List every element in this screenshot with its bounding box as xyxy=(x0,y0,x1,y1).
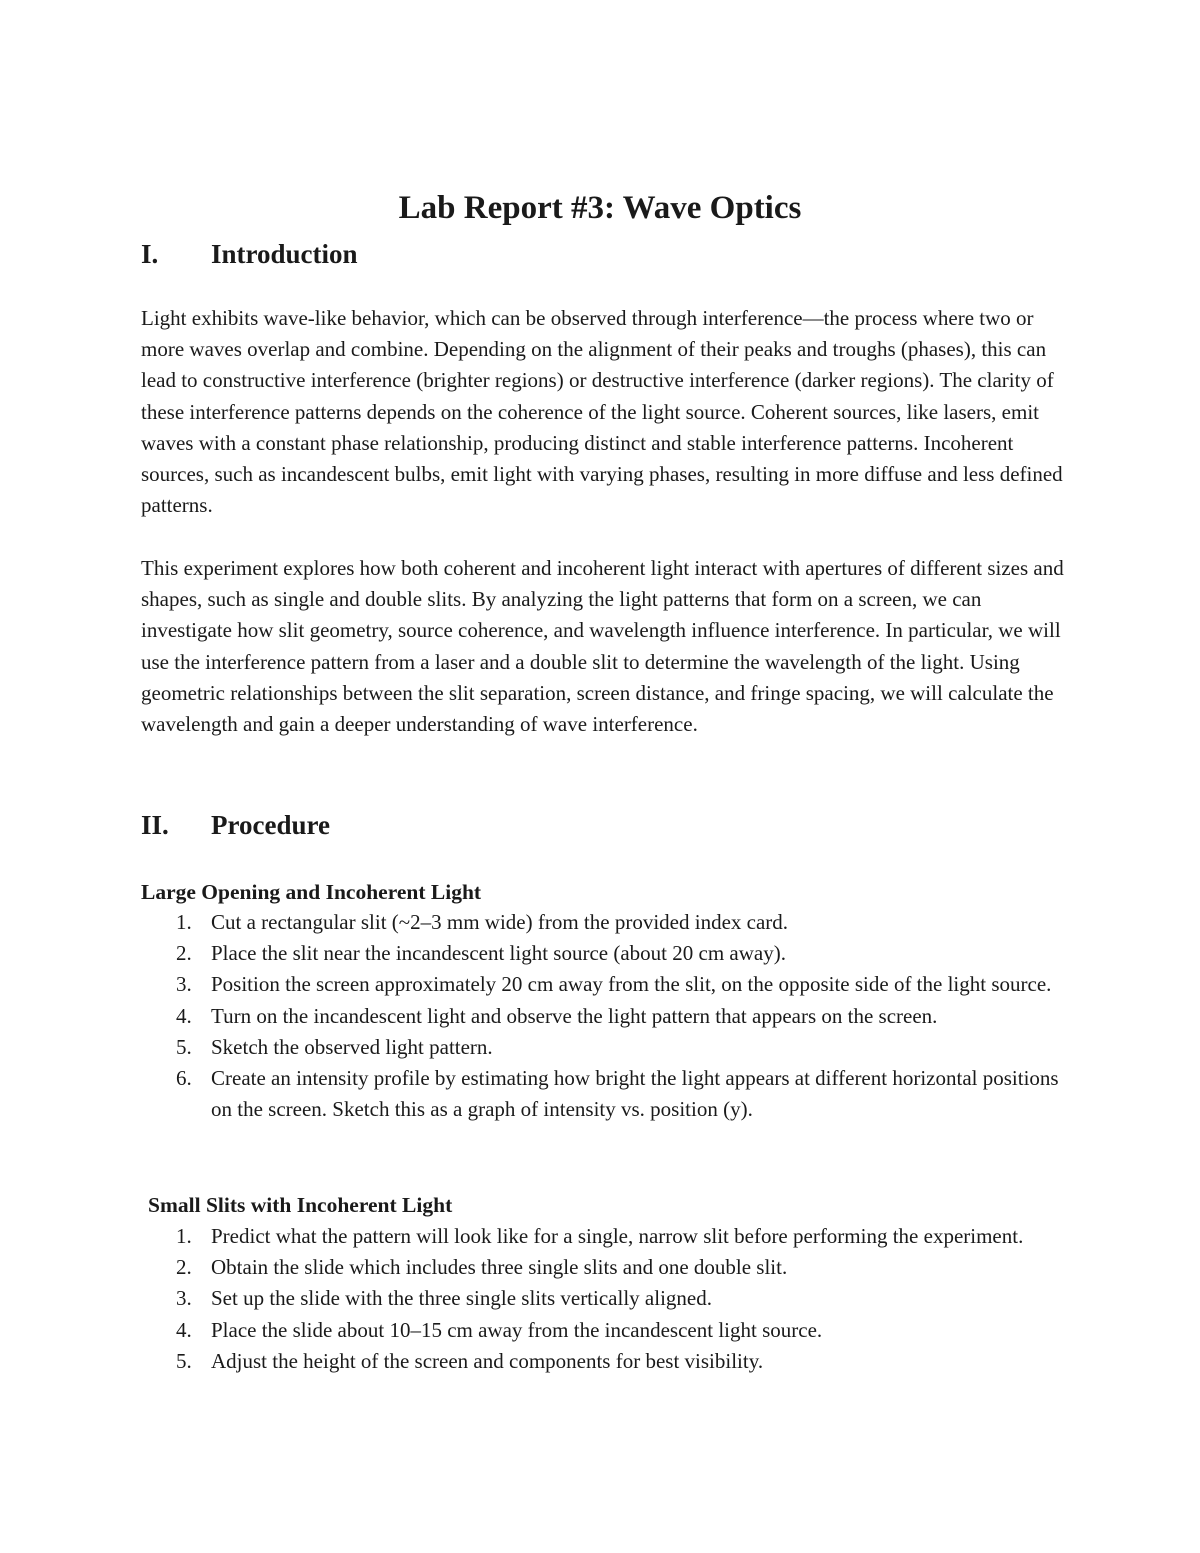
procedure-part-2-title: Small Slits with Incoherent Light xyxy=(148,1193,453,1217)
list-item xyxy=(141,1252,1066,1283)
step-number: 3. xyxy=(176,1286,192,1311)
intro-paragraph-2: This experiment explores how both coherent and incoherent light interact with apertures of different sizes and shapes, such as single and double slits. By analyzing the light patterns that form on a screen, we can investigate how slit geometry, source coherence, and wavelength influence interference. In particular, we will use the interference pattern from a laser and a double slit to determine the wavelength of the light. Using geometric relationships between the slit separation, screen distance, and fringe spacing, we will calculate the wavelength and gain a deeper understanding of wave interference. xyxy=(141,556,1064,737)
intro-paragraph-1: Light exhibits wave-like behavior, which can be observed through interference—the process where two or more waves overlap and combine. Depending on the alignment of their peaks and troughs (phases), this can lead to constructive interference (brighter regions) or destructive interference (darker regions). The clarity of these interference patterns depends on the coherence of the light source. Coherent sources, like lasers, emit waves with a constant phase relationship, producing distinct and stable interference patterns. Incoherent sources, such as incandescent bulbs, emit light with varying phases, resulting in more diffuse and less defined patterns. xyxy=(141,306,1063,518)
procedure-part-1-steps xyxy=(141,907,1066,1125)
step-number: 2. xyxy=(176,1255,192,1280)
section-heading-introduction xyxy=(141,236,358,272)
step-number: 6. xyxy=(176,1066,192,1091)
step-number: 5. xyxy=(176,1348,192,1373)
step-text: Position the screen approximately 20 cm away from the slit, on the opposite side of the light source. xyxy=(211,972,1052,997)
procedure-part-2-steps xyxy=(141,1221,1066,1377)
list-item xyxy=(141,1001,1066,1032)
list-item xyxy=(141,1063,1066,1125)
step-number: 1. xyxy=(176,910,192,934)
section-number: II. xyxy=(141,810,169,840)
step-number: 3. xyxy=(176,972,192,997)
step-number: 2. xyxy=(176,941,192,966)
step-text: Place the slide about 10–15 cm away from the incandescent light source. xyxy=(211,1317,823,1342)
step-text: Set up the slide with the three single slits vertically aligned. xyxy=(211,1286,712,1311)
step-text: Predict what the pattern will look like for a single, narrow slit before performing the experiment. xyxy=(211,1224,1024,1248)
list-item xyxy=(141,1346,1066,1377)
step-number: 4. xyxy=(176,1317,192,1342)
step-text: Turn on the incandescent light and observe the light pattern that appears on the screen. xyxy=(211,1003,938,1028)
list-item xyxy=(141,938,1066,969)
step-text: Create an intensity profile by estimating how bright the light appears at different horizontal positions on the screen. Sketch this as a graph of intensity vs. position (y). xyxy=(211,1066,1059,1122)
procedure-part-1-title: Large Opening and Incoherent Light xyxy=(141,880,482,904)
list-item xyxy=(141,1283,1066,1314)
section-heading-procedure xyxy=(141,807,330,843)
report-title: Lab Report #3: Wave Optics xyxy=(398,190,802,226)
section-title: Introduction xyxy=(211,239,358,269)
section-title: Procedure xyxy=(211,810,330,840)
step-text: Cut a rectangular slit (~2–3 mm wide) from the provided index card. xyxy=(211,910,789,934)
list-item xyxy=(141,1032,1066,1063)
list-item xyxy=(141,969,1066,1000)
step-number: 5. xyxy=(176,1034,192,1059)
step-text: Obtain the slide which includes three single slits and one double slit. xyxy=(211,1255,788,1280)
step-text: Sketch the observed light pattern. xyxy=(211,1034,493,1059)
section-number: I. xyxy=(141,239,159,269)
list-item xyxy=(141,907,1066,938)
list-item xyxy=(141,1315,1066,1346)
list-item xyxy=(141,1221,1066,1252)
step-text: Place the slit near the incandescent light source (about 20 cm away). xyxy=(211,941,786,966)
step-number: 4. xyxy=(176,1003,192,1028)
step-number: 1. xyxy=(176,1224,192,1248)
step-text: Adjust the height of the screen and components for best visibility. xyxy=(211,1348,764,1373)
